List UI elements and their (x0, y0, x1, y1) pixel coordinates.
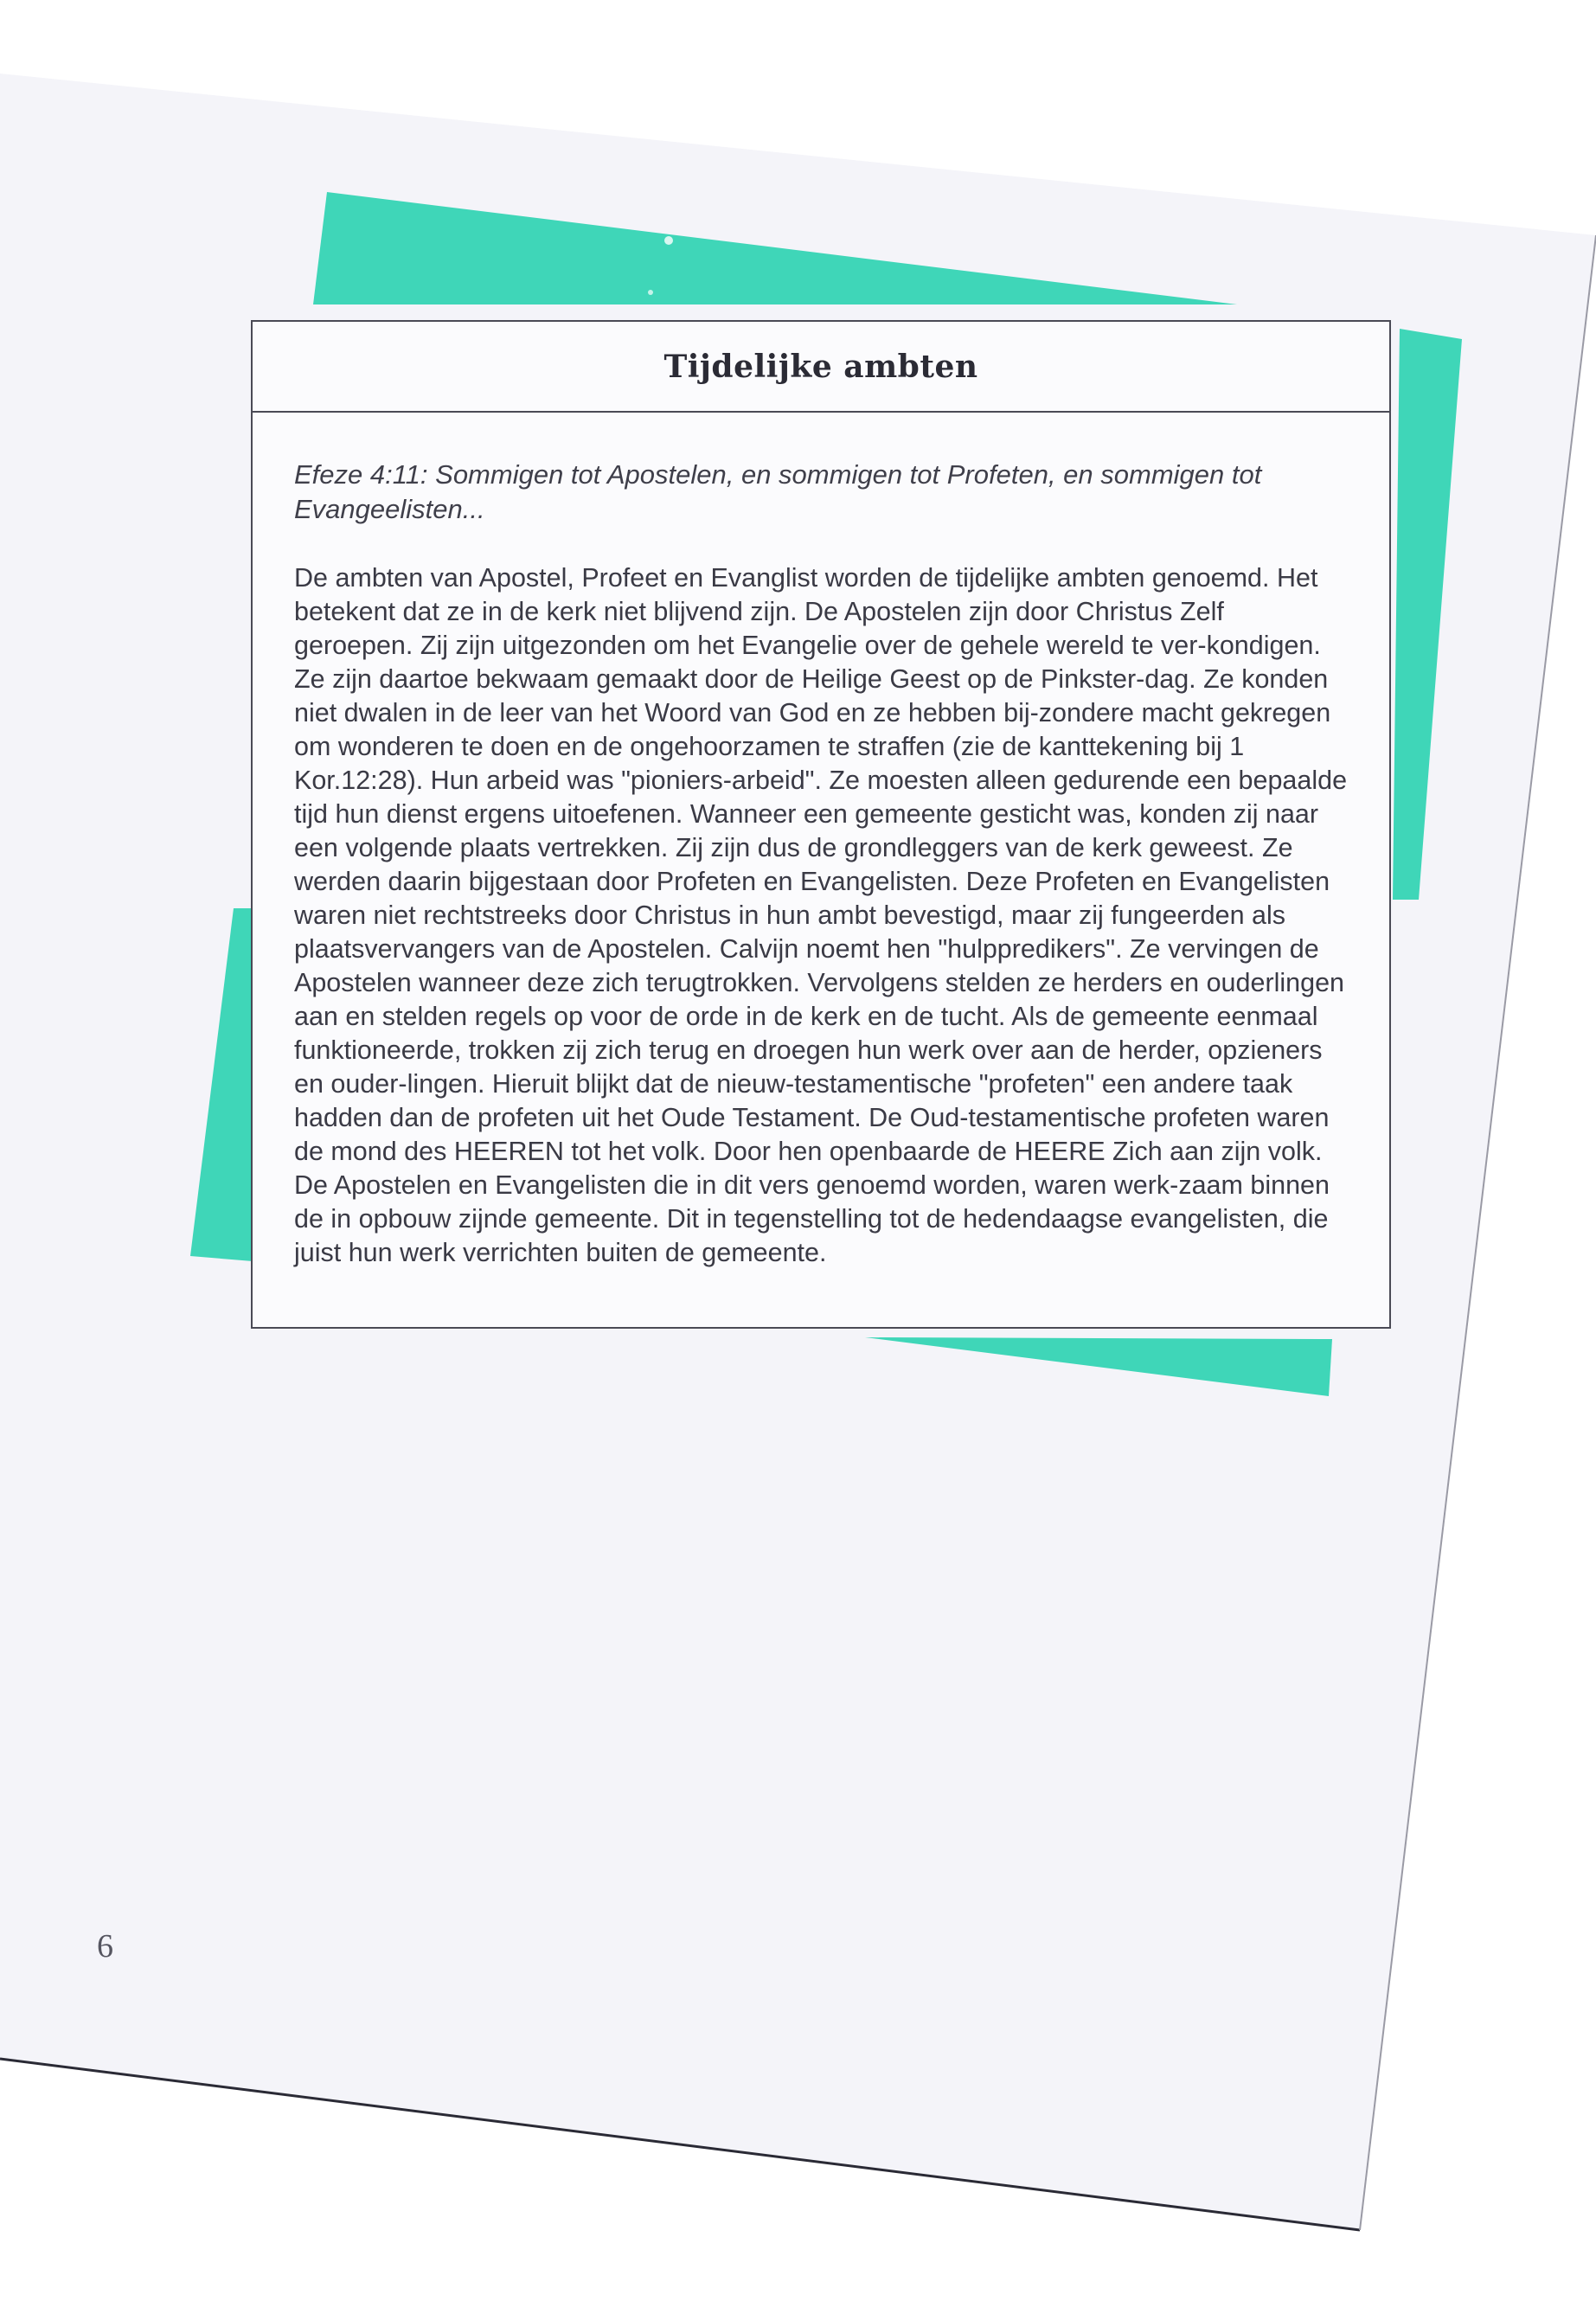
punch-hole-mark (648, 290, 653, 295)
box-title: Tijdelijke ambten (663, 348, 978, 385)
text-box-body (253, 413, 1389, 1270)
body-paragraph: De ambten van Apostel, Profeet en Evanglist worden de tijdelijke ambten genoemd. Het betekent dat ze in de kerk niet blijvend zijn. De Apostelen zijn door Christus Zelf geroepen. Zij zijn uitgezonden om het Evangelie over de gehele wereld te ver-kondigen. Ze zijn daartoe bekwaam gemaakt door de Heilige Geest op de Pinkster-dag. Ze konden niet dwalen in de leer van het Woord van God en ze hebben bij-zondere macht gekregen om wonderen te doen en de ongehoorzamen te straffen (zie de kanttekening bij 1 Kor.12:28). Hun arbeid was "pioniers-arbeid". Ze moesten alleen gedurende een bepaalde tijd hun dienst ergens uitoefenen. Wanneer een gemeente gesticht was, konden zij naar een volgende plaats vertrekken. Zij zijn dus de grondleggers van de kerk geweest. Ze werden daarin bijgestaan door Profeten en Evangelisten. Deze Profeten en Evangelisten waren niet rechtstreeks door Christus in hun ambt bevestigd, maar zij fungeerden als plaatsvervangers van de Apostelen. Calvijn noemt hen "hulppredikers". Ze vervingen de Apostelen wanneer deze zich terugtrokken. Vervolgens stelden ze herders en ouderlingen aan en stelden regels op voor de orde in de kerk en de tucht. Als de gemeente eenmaal funktioneerde, trokken zij zich terug en droegen hun werk over aan de herder, opzieners en ouder-lingen. Hieruit blijkt dat de nieuw-testamentische "profeten" een andere taak hadden dan de profeten uit het Oude Testament. De Oud-testamentische profeten waren de mond des HEEREN tot het volk. Door hen openbaarde de HEERE Zich aan zijn volk. De Apostelen en Evangelisten die in dit vers genoemd worden, waren werk-zaam binnen de in opbouw zijnde gemeente. Dit in tegenstelling tot de hedendaagse evangelisten, die juist hun werk verrichten buiten de gemeente. (294, 563, 1348, 1267)
punch-hole-mark (664, 236, 673, 245)
text-box-header (253, 322, 1389, 413)
page-number: 6 (97, 1928, 113, 1965)
bible-verse: Efeze 4:11: Sommigen tot Apostelen, en sommigen tot Profeten, en sommigen tot Evangeelisten... (294, 459, 1262, 524)
text-box (251, 320, 1391, 1329)
